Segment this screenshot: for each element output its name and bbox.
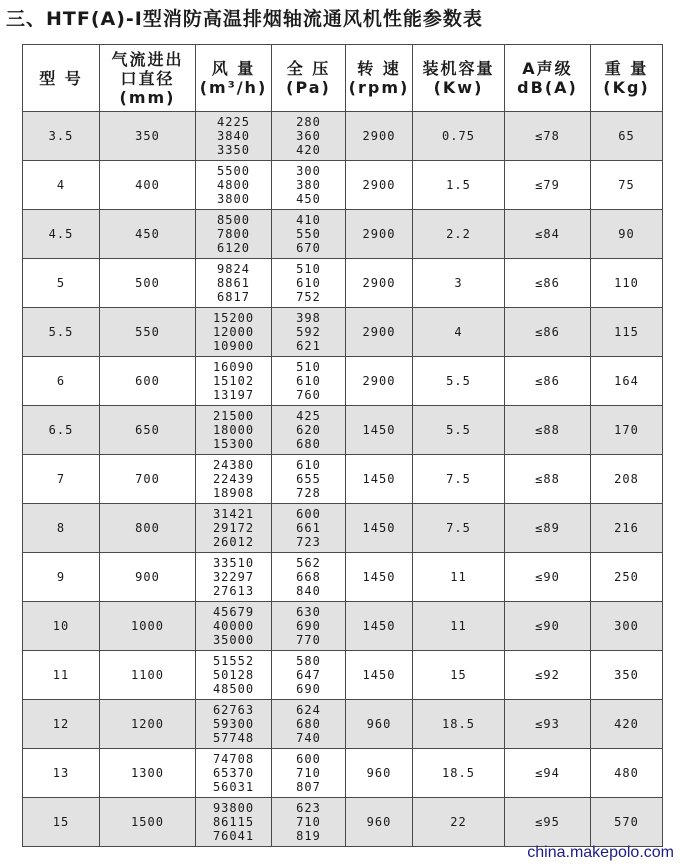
cell-weight: 110 <box>591 259 663 308</box>
table-row <box>23 602 663 651</box>
cell-airflow-value: 40000 <box>212 619 255 633</box>
table-row <box>23 406 663 455</box>
cell-power: 5.5 <box>413 406 505 455</box>
cell-speed: 2900 <box>346 161 413 210</box>
cell-airflow-value: 3800 <box>217 192 250 206</box>
cell-airflow-value: 8500 <box>217 213 250 227</box>
cell-airflow-value: 48500 <box>212 682 255 696</box>
cell-airflow-value: 56031 <box>212 780 255 794</box>
cell-power: 18.5 <box>413 700 505 749</box>
cell-weight: 350 <box>591 651 663 700</box>
cell-speed: 2900 <box>346 112 413 161</box>
cell-pressure-value: 710 <box>296 766 321 780</box>
cell-noise: ≤88 <box>505 455 591 504</box>
cell-pressure <box>272 798 346 847</box>
cell-airflow <box>196 406 272 455</box>
cell-airflow-value: 76041 <box>212 829 255 843</box>
cell-airflow-value: 15300 <box>212 437 255 451</box>
cell-speed: 960 <box>346 798 413 847</box>
cell-model: 13 <box>23 749 100 798</box>
cell-speed: 2900 <box>346 308 413 357</box>
cell-airflow-value: 16090 <box>212 360 255 374</box>
cell-pressure-value: 740 <box>296 731 321 745</box>
fan-performance-table <box>22 44 663 847</box>
cell-speed: 2900 <box>346 210 413 259</box>
cell-weight: 115 <box>591 308 663 357</box>
cell-weight: 170 <box>591 406 663 455</box>
cell-pressure <box>272 210 346 259</box>
header-line: 气流进出 <box>111 49 184 69</box>
cell-pressure <box>272 700 346 749</box>
cell-airflow <box>196 210 272 259</box>
cell-airflow-value: 3840 <box>217 129 250 143</box>
cell-airflow-value: 9824 <box>217 262 250 276</box>
header-line: A声级 <box>522 59 573 78</box>
cell-airflow-value: 33510 <box>212 556 255 570</box>
cell-pressure-value: 380 <box>296 178 321 192</box>
cell-airflow-value: 65370 <box>212 766 255 780</box>
cell-airflow <box>196 798 272 847</box>
cell-airflow-value: 59300 <box>212 717 255 731</box>
cell-pressure-value: 680 <box>296 437 321 451</box>
cell-airflow-value: 15102 <box>212 374 255 388</box>
watermark-text: china.makepolo.com <box>527 844 674 861</box>
cell-airflow <box>196 259 272 308</box>
cell-airflow-value: 13197 <box>212 388 255 402</box>
cell-model: 12 <box>23 700 100 749</box>
cell-pressure-value: 807 <box>296 780 321 794</box>
cell-speed: 1450 <box>346 553 413 602</box>
table-row <box>23 308 663 357</box>
table-row <box>23 749 663 798</box>
header-line: 口直径 <box>120 68 175 88</box>
cell-weight: 90 <box>591 210 663 259</box>
cell-weight: 65 <box>591 112 663 161</box>
table-row <box>23 504 663 553</box>
cell-pressure-value: 510 <box>296 360 321 374</box>
cell-airflow-value: 51552 <box>212 654 255 668</box>
cell-model: 3.5 <box>23 112 100 161</box>
cell-noise: ≤84 <box>505 210 591 259</box>
cell-weight: 300 <box>591 602 663 651</box>
cell-power: 15 <box>413 651 505 700</box>
cell-pressure <box>272 112 346 161</box>
cell-model: 8 <box>23 504 100 553</box>
cell-airflow <box>196 700 272 749</box>
cell-power: 7.5 <box>413 455 505 504</box>
cell-pressure-value: 647 <box>296 668 321 682</box>
table-row <box>23 161 663 210</box>
cell-model: 4.5 <box>23 210 100 259</box>
cell-airflow-value: 6817 <box>217 290 250 304</box>
cell-pressure-value: 280 <box>296 115 321 129</box>
cell-pressure-value: 300 <box>296 164 321 178</box>
cell-pressure-value: 670 <box>296 241 321 255</box>
cell-power: 0.75 <box>413 112 505 161</box>
cell-diameter: 1200 <box>100 700 196 749</box>
cell-pressure <box>272 602 346 651</box>
table-row <box>23 210 663 259</box>
cell-airflow <box>196 455 272 504</box>
cell-pressure-value: 710 <box>296 815 321 829</box>
cell-diameter: 1500 <box>100 798 196 847</box>
page-title: 三、HTF(A)-Ⅰ型消防高温排烟轴流通风机性能参数表 <box>6 8 483 30</box>
cell-weight: 216 <box>591 504 663 553</box>
header-line: (mm) <box>119 87 176 107</box>
cell-pressure-value: 723 <box>296 535 321 549</box>
cell-model: 15 <box>23 798 100 847</box>
cell-airflow-value: 4225 <box>217 115 250 129</box>
cell-diameter: 900 <box>100 553 196 602</box>
cell-power: 11 <box>413 553 505 602</box>
cell-airflow <box>196 308 272 357</box>
cell-airflow-value: 18908 <box>212 486 255 500</box>
cell-power: 18.5 <box>413 749 505 798</box>
cell-speed: 2900 <box>346 357 413 406</box>
cell-model: 6.5 <box>23 406 100 455</box>
cell-noise: ≤94 <box>505 749 591 798</box>
cell-speed: 2900 <box>346 259 413 308</box>
cell-pressure-value: 610 <box>296 276 321 290</box>
cell-speed: 1450 <box>346 651 413 700</box>
cell-pressure-value: 661 <box>296 521 321 535</box>
table-row <box>23 259 663 308</box>
cell-pressure-value: 425 <box>296 409 321 423</box>
cell-diameter: 600 <box>100 357 196 406</box>
cell-pressure <box>272 553 346 602</box>
cell-weight: 164 <box>591 357 663 406</box>
cell-pressure-value: 360 <box>296 129 321 143</box>
cell-pressure-value: 592 <box>296 325 321 339</box>
cell-weight: 420 <box>591 700 663 749</box>
cell-pressure-value: 562 <box>296 556 321 570</box>
cell-airflow <box>196 749 272 798</box>
cell-model: 9 <box>23 553 100 602</box>
cell-pressure <box>272 504 346 553</box>
cell-pressure <box>272 651 346 700</box>
header-line: (rpm) <box>348 78 410 97</box>
cell-power: 7.5 <box>413 504 505 553</box>
cell-pressure-value: 450 <box>296 192 321 206</box>
cell-pressure-value: 600 <box>296 507 321 521</box>
cell-pressure-value: 690 <box>296 619 321 633</box>
cell-speed: 1450 <box>346 504 413 553</box>
cell-noise: ≤95 <box>505 798 591 847</box>
cell-airflow <box>196 504 272 553</box>
cell-diameter: 1300 <box>100 749 196 798</box>
header-line: (Pa) <box>286 78 331 97</box>
header-airflow <box>196 45 272 112</box>
cell-airflow-value: 5500 <box>217 164 250 178</box>
cell-airflow-value: 74708 <box>212 752 255 766</box>
cell-model: 4 <box>23 161 100 210</box>
cell-model: 5.5 <box>23 308 100 357</box>
cell-speed: 960 <box>346 700 413 749</box>
cell-diameter: 450 <box>100 210 196 259</box>
cell-weight: 570 <box>591 798 663 847</box>
cell-model: 10 <box>23 602 100 651</box>
cell-model: 6 <box>23 357 100 406</box>
header-line: 型 号 <box>39 68 83 88</box>
cell-pressure-value: 620 <box>296 423 321 437</box>
cell-airflow-value: 27613 <box>212 584 255 598</box>
header-line: 全 压 <box>286 59 331 78</box>
cell-pressure-value: 760 <box>296 388 321 402</box>
cell-airflow-value: 29172 <box>212 521 255 535</box>
cell-airflow-value: 86115 <box>212 815 255 829</box>
cell-airflow <box>196 602 272 651</box>
cell-pressure-value: 420 <box>296 143 321 157</box>
cell-diameter: 700 <box>100 455 196 504</box>
cell-airflow-value: 15200 <box>212 311 255 325</box>
cell-diameter: 800 <box>100 504 196 553</box>
cell-noise: ≤90 <box>505 602 591 651</box>
cell-diameter: 1000 <box>100 602 196 651</box>
cell-airflow-value: 62763 <box>212 703 255 717</box>
cell-noise: ≤89 <box>505 504 591 553</box>
cell-pressure-value: 840 <box>296 584 321 598</box>
cell-pressure-value: 621 <box>296 339 321 353</box>
header-speed <box>346 45 413 112</box>
cell-model: 5 <box>23 259 100 308</box>
cell-diameter: 550 <box>100 308 196 357</box>
header-noise <box>505 45 591 112</box>
cell-speed: 960 <box>346 749 413 798</box>
cell-model: 11 <box>23 651 100 700</box>
cell-diameter: 400 <box>100 161 196 210</box>
cell-pressure-value: 690 <box>296 682 321 696</box>
cell-weight: 480 <box>591 749 663 798</box>
cell-airflow-value: 26012 <box>212 535 255 549</box>
header-line: 装机容量 <box>422 59 495 78</box>
header-line: dB(A) <box>517 78 578 97</box>
cell-speed: 1450 <box>346 602 413 651</box>
table-row <box>23 112 663 161</box>
cell-pressure-value: 668 <box>296 570 321 584</box>
cell-pressure <box>272 357 346 406</box>
cell-pressure-value: 623 <box>296 801 321 815</box>
cell-pressure <box>272 406 346 455</box>
cell-airflow-value: 6120 <box>217 241 250 255</box>
cell-airflow <box>196 651 272 700</box>
cell-airflow-value: 31421 <box>212 507 255 521</box>
cell-pressure-value: 655 <box>296 472 321 486</box>
cell-airflow <box>196 357 272 406</box>
cell-diameter: 1100 <box>100 651 196 700</box>
cell-power: 4 <box>413 308 505 357</box>
cell-diameter: 500 <box>100 259 196 308</box>
cell-airflow-value: 24380 <box>212 458 255 472</box>
cell-airflow-value: 4800 <box>217 178 250 192</box>
cell-airflow-value: 8861 <box>217 276 250 290</box>
cell-noise: ≤86 <box>505 357 591 406</box>
cell-noise: ≤86 <box>505 308 591 357</box>
cell-airflow-value: 18000 <box>212 423 255 437</box>
cell-pressure-value: 550 <box>296 227 321 241</box>
cell-airflow-value: 35000 <box>212 633 255 647</box>
cell-power: 22 <box>413 798 505 847</box>
cell-pressure <box>272 161 346 210</box>
cell-airflow-value: 7800 <box>217 227 250 241</box>
cell-pressure-value: 610 <box>296 374 321 388</box>
header-line: (Kw) <box>433 78 484 97</box>
cell-airflow-value: 21500 <box>212 409 255 423</box>
cell-pressure-value: 410 <box>296 213 321 227</box>
header-power <box>413 45 505 112</box>
table-row <box>23 455 663 504</box>
cell-pressure-value: 610 <box>296 458 321 472</box>
cell-speed: 1450 <box>346 406 413 455</box>
cell-pressure-value: 728 <box>296 486 321 500</box>
cell-pressure-value: 398 <box>296 311 321 325</box>
table-row <box>23 700 663 749</box>
cell-airflow-value: 45679 <box>212 605 255 619</box>
cell-model: 7 <box>23 455 100 504</box>
cell-pressure-value: 600 <box>296 752 321 766</box>
cell-noise: ≤92 <box>505 651 591 700</box>
cell-pressure <box>272 455 346 504</box>
cell-noise: ≤90 <box>505 553 591 602</box>
cell-speed: 1450 <box>346 455 413 504</box>
cell-pressure <box>272 259 346 308</box>
cell-pressure-value: 819 <box>296 829 321 843</box>
cell-weight: 208 <box>591 455 663 504</box>
cell-power: 2.2 <box>413 210 505 259</box>
table-row <box>23 798 663 847</box>
header-line: 转 速 <box>357 59 401 78</box>
cell-airflow <box>196 161 272 210</box>
cell-airflow-value: 93800 <box>212 801 255 815</box>
cell-weight: 75 <box>591 161 663 210</box>
cell-power: 11 <box>413 602 505 651</box>
cell-weight: 250 <box>591 553 663 602</box>
cell-pressure <box>272 749 346 798</box>
cell-airflow <box>196 112 272 161</box>
cell-power: 5.5 <box>413 357 505 406</box>
cell-airflow-value: 12000 <box>212 325 255 339</box>
header-line: (m³/h) <box>199 78 268 97</box>
cell-noise: ≤88 <box>505 406 591 455</box>
cell-airflow-value: 50128 <box>212 668 255 682</box>
cell-pressure-value: 510 <box>296 262 321 276</box>
cell-pressure <box>272 308 346 357</box>
cell-airflow-value: 3350 <box>217 143 250 157</box>
header-line: 风 量 <box>211 59 256 78</box>
header-line: (Kg) <box>603 78 650 97</box>
cell-airflow <box>196 553 272 602</box>
cell-noise: ≤79 <box>505 161 591 210</box>
cell-noise: ≤93 <box>505 700 591 749</box>
cell-airflow-value: 57748 <box>212 731 255 745</box>
table-row <box>23 651 663 700</box>
header-diameter <box>100 45 196 112</box>
cell-pressure-value: 680 <box>296 717 321 731</box>
cell-pressure-value: 624 <box>296 703 321 717</box>
cell-airflow-value: 22439 <box>212 472 255 486</box>
cell-diameter: 350 <box>100 112 196 161</box>
table-row <box>23 553 663 602</box>
header-weight <box>591 45 663 112</box>
header-line: 重 量 <box>604 59 649 78</box>
cell-pressure-value: 630 <box>296 605 321 619</box>
header-pressure <box>272 45 346 112</box>
cell-airflow-value: 32297 <box>212 570 255 584</box>
cell-airflow-value: 10900 <box>212 339 255 353</box>
table-row <box>23 357 663 406</box>
cell-power: 3 <box>413 259 505 308</box>
cell-pressure-value: 770 <box>296 633 321 647</box>
cell-pressure-value: 752 <box>296 290 321 304</box>
cell-noise: ≤78 <box>505 112 591 161</box>
table-header-row <box>23 45 663 112</box>
cell-pressure-value: 580 <box>296 654 321 668</box>
cell-diameter: 650 <box>100 406 196 455</box>
cell-power: 1.5 <box>413 161 505 210</box>
cell-noise: ≤86 <box>505 259 591 308</box>
header-model <box>23 45 100 112</box>
